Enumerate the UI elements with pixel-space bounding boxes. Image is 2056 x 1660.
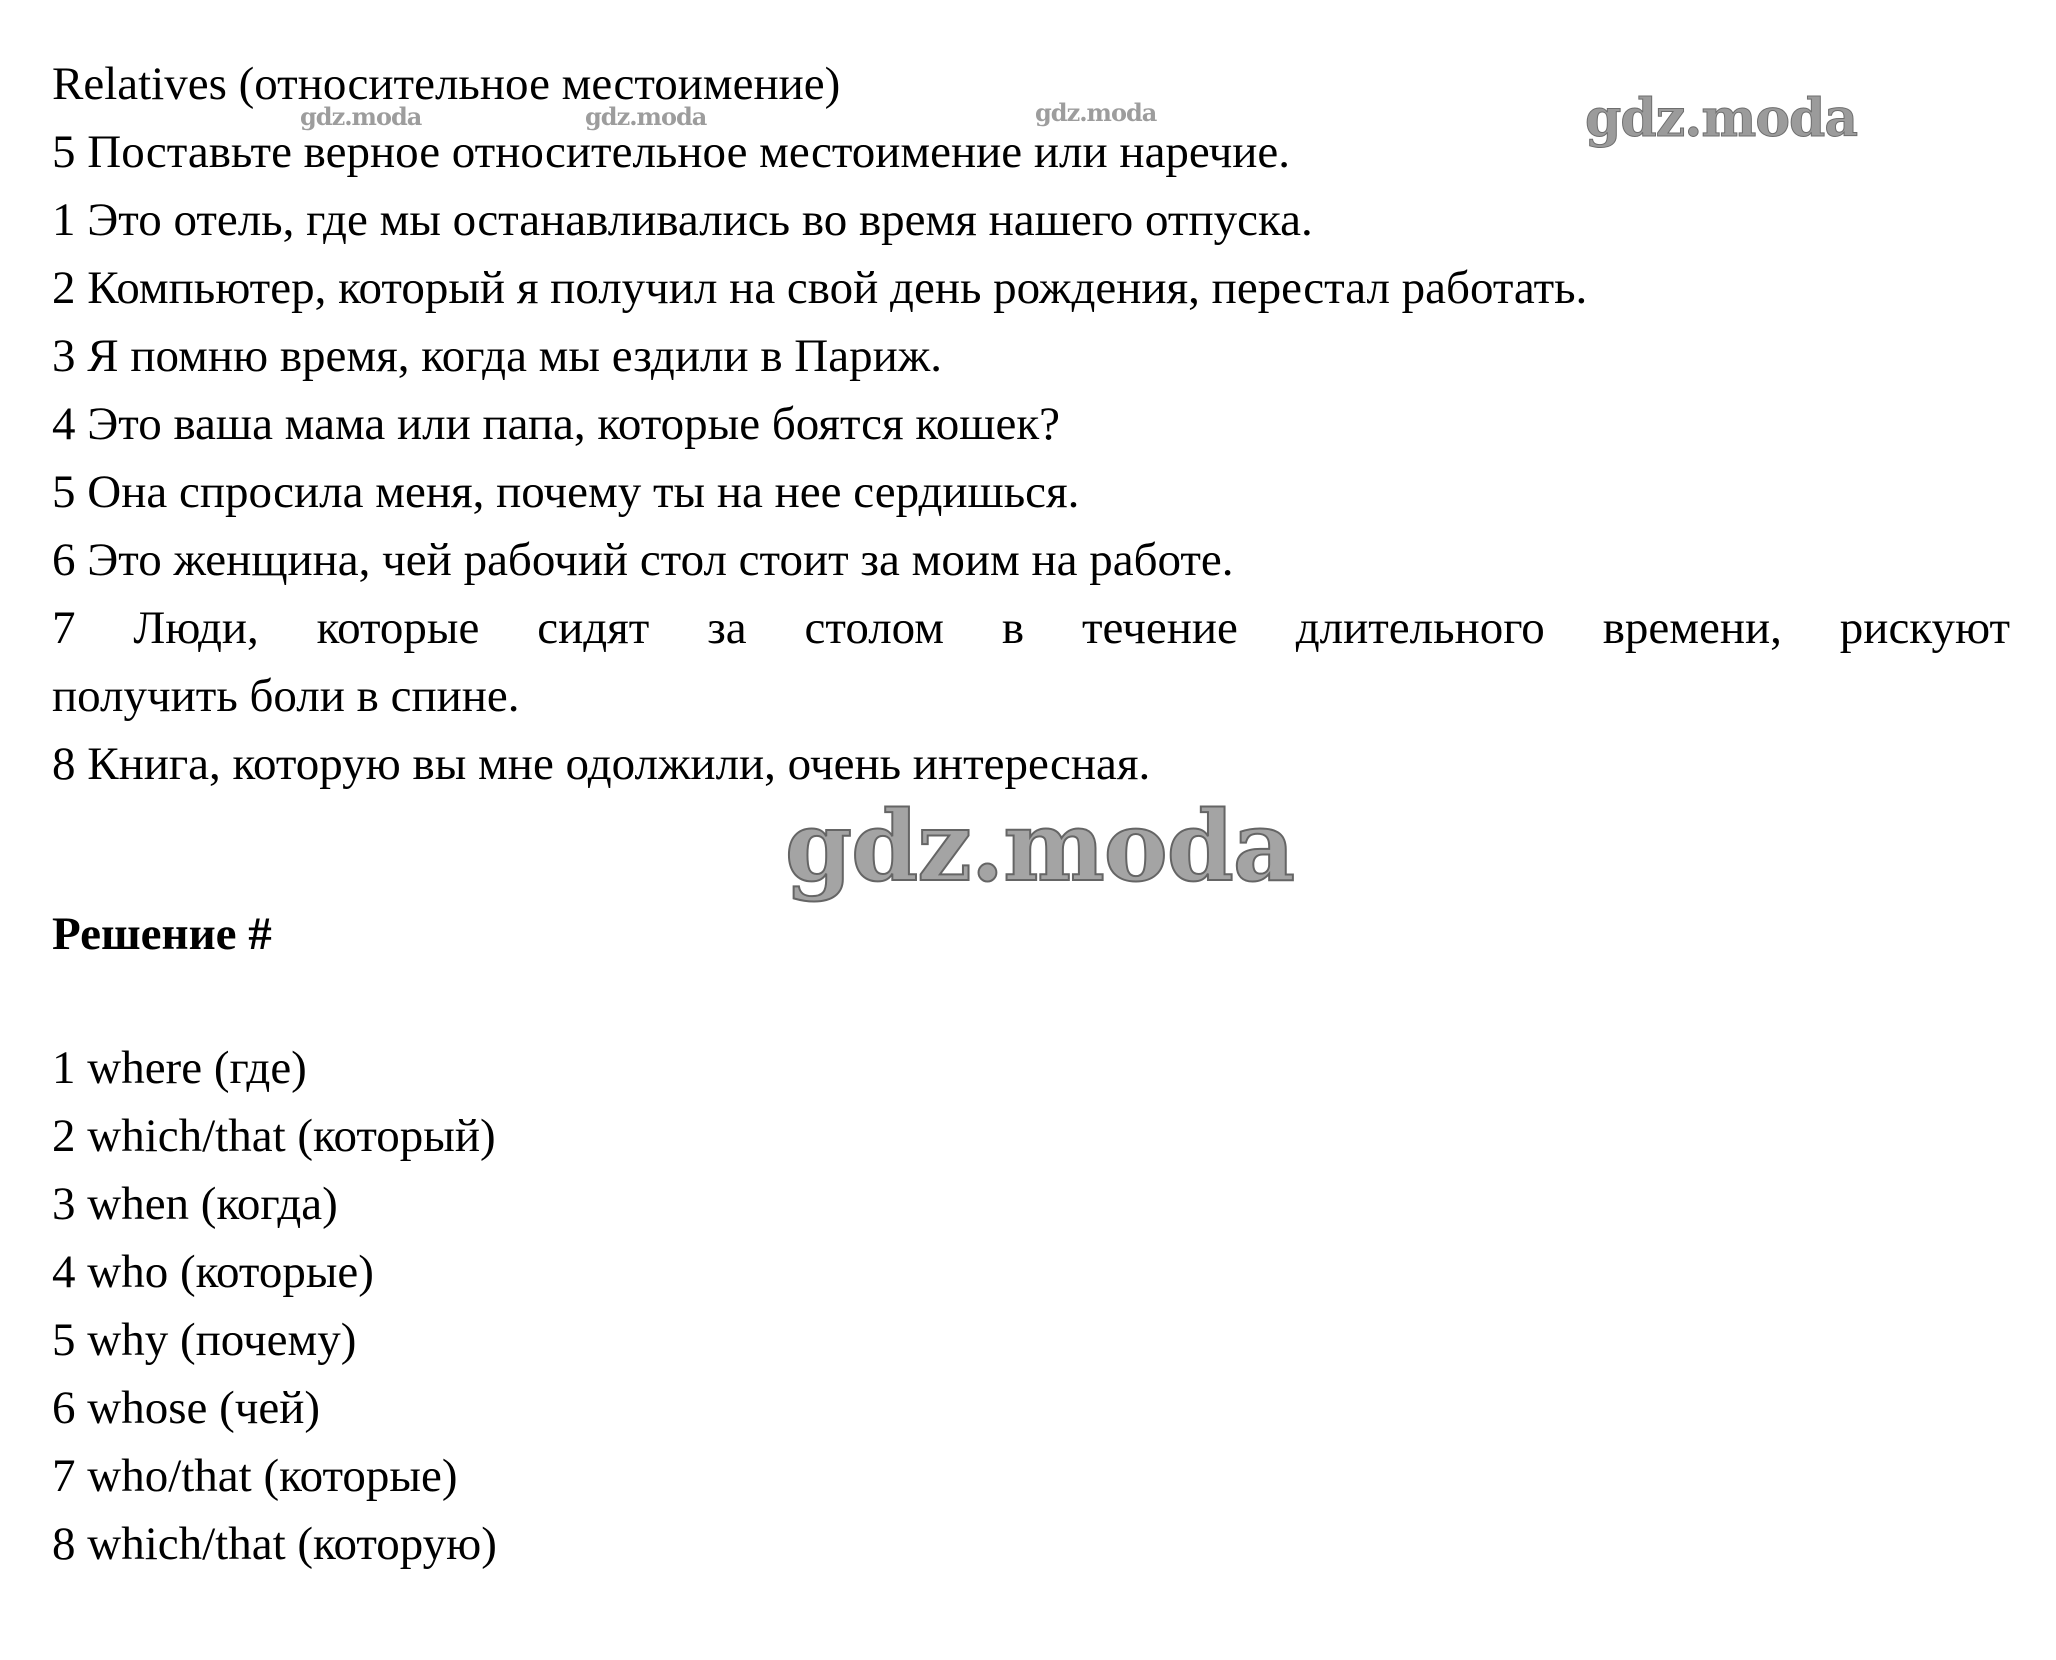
answer-7: 7 who/that (которые) (52, 1450, 458, 1502)
answer-4: 4 who (которые) (52, 1246, 374, 1298)
answer-3: 3 when (когда) (52, 1178, 338, 1230)
answer-5: 5 why (почему) (52, 1314, 357, 1366)
watermark-large: gdz.moda (785, 790, 1295, 903)
sentence-8: 8 Книга, которую вы мне одолжили, очень интересная. (52, 738, 1151, 790)
sentence-6: 6 Это женщина, чей рабочий стол стоит за моим на работе. (52, 534, 1234, 586)
sentence-7 (52, 594, 2010, 730)
sentence-5: 5 Она спросила меня, почему ты на нее сердишься. (52, 466, 1080, 518)
sentence-7-line-1: 7 Люди, которые сидят за столом в течение длительного времени, рискуют (52, 602, 2010, 654)
sentence-3: 3 Я помню время, когда мы ездили в Париж. (52, 330, 942, 382)
watermark-small-2: gdz.moda (585, 102, 707, 131)
sentence-4: 4 Это ваша мама или папа, которые боятся кошек? (52, 398, 1061, 450)
task-instruction: 5 Поставьте верное относительное местоимение или наречие. (52, 126, 1291, 178)
answer-2: 2 which/that (который) (52, 1110, 496, 1162)
answer-8: 8 which/that (которую) (52, 1518, 497, 1570)
solution-title: Решение # (52, 908, 272, 960)
sentence-2: 2 Компьютер, который я получил на свой день рождения, перестал работать. (52, 262, 1588, 314)
sentence-1: 1 Это отель, где мы останавливались во время нашего отпуска. (52, 194, 1313, 246)
sentence-7-line-2: получить боли в спине. (52, 670, 520, 722)
watermark-small-3: gdz.moda (1035, 98, 1157, 127)
task-heading: Relatives (относительное местоимение) (52, 58, 841, 110)
document-page (52, 50, 2012, 1578)
answer-1: 1 where (где) (52, 1042, 307, 1094)
watermark-medium: gdz.moda (1585, 88, 1858, 149)
spacer (52, 968, 2012, 1034)
spacer (52, 798, 2012, 900)
watermark-small-1: gdz.moda (300, 102, 422, 131)
answer-6: 6 whose (чей) (52, 1382, 321, 1434)
